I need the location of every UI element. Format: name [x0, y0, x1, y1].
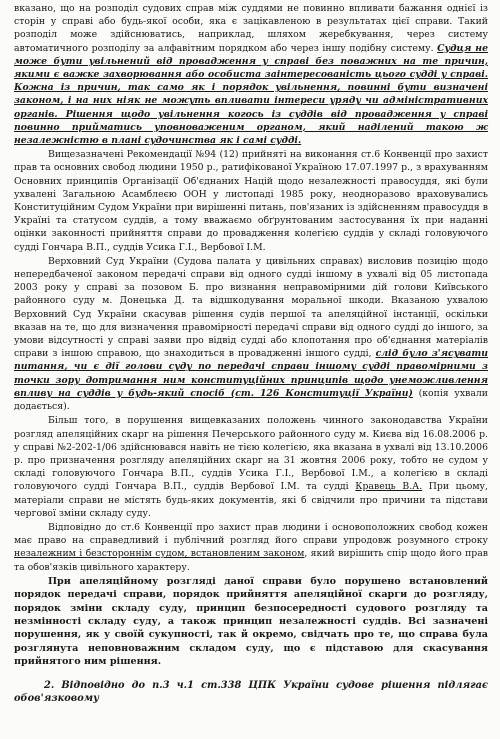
paragraph-distribution-emphasis: Судця не може бути увільнений від провадження у справі без поважних на те причин, якими є важке захворювання або особиста заінтересованість цього судді у справі. Кожна із причин, так само як і порядок увільнення, повинні бути визначені законом, і на них ніяк не можуть впливати інтереси уряду чи адміністративних органів. Рішення щодо увільнення когось із суддів від провадження у справі повинно прийматись уповноваженим органом, який наділений такою ж незалежністю в плані судочинства як і самі судді. [14, 42, 488, 147]
paragraph-supreme-court-text: Верховний Суд України (Судова палата у цивільних справах) висловив позицію щодо непередбаченої законом передачі справи від одного судді іншому в ухвалі від 05 листопада 2003 року у справі за позовом Б. про визнання неправомірними дій голови Київського районного суду м. Донецька Д. та відшкодування моральної шкоди. Вказаною ухвалою Верховний Суд України скасував рішення судів першої та апеляційної інстанції, оскільки вказав на те, що для визначення правомірності передачі справи від одного судді до іншого, за умови відсутності у справі заяви про відвід судді або клопотання про об'єднання матеріалів справи з іншою справою, що знаходиться в провадженні іншого судді, [14, 255, 488, 360]
paragraph-supreme-court-tail: (копія ухвали додається). [14, 387, 488, 413]
paragraph-convention-emphasis: незалежним і безстороннім судом, встановленим законом [14, 548, 305, 560]
paragraph-convention [14, 521, 488, 574]
paragraph-supreme-court [14, 255, 488, 413]
judge-name-underlined: Кравець В.А. [355, 481, 423, 493]
paragraph-distribution-text: вказано, що на розподіл судових справ між суддями не повинно впливати бажання однієї із сторін у справі або будь-якої особи, яка є зацікавленою в результатах цієї справи. Такий розподіл може здійснюватись, наприклад, шляхом жеребкування, через систему автоматичного розподілу за алфавітним порядком або через іншу подібну систему. [14, 3, 488, 54]
paragraph-violations [14, 414, 488, 520]
paragraph-distribution [14, 2, 488, 147]
paragraph-convention-tail: , який вирішить спір щодо його прав та обов'язків цивільного характеру. [14, 548, 488, 573]
paragraph-violations-tail: При цьому, матеріали справи не містять будь-яких документів, які б свідчили про причини та підстави чергової зміни складу суду. [14, 481, 488, 519]
paragraph-supreme-court-emphasis: слід було з'ясувати питання, чи є дії голови суду по передачі справи іншому судді правомірними з точки зору дотримання ним конституційних принципів щодо унеможливлення впливу на суддів у будь-який спосіб (ст. 126 Конституції України) [14, 348, 489, 399]
footer-line: 2. Відповідно до п.3 ч.1 ст.338 ЦПК України судове рішення підлягає обов'язковому [14, 679, 488, 704]
paragraph-convention-text: Відповідно до ст.6 Конвенції про захист прав людини і основоположних свобод кожен має право на справедливий і публічний розгляд його справи упродовж розумного строку [14, 521, 488, 547]
paragraph-violations-text: Більш того, в порушення вищевказаних положень чинного законодавства України розгляд апеляційних скарг на рішення Печерського районного суду м. Києва від 16.08.2006 р. у справі №2-202-1/06 здійснювався навіть не тією колегією, яка вказана в ухвалі від 13.10.2006 р. про призначення розгляду апеляційних скарг на 31 жовтня 2006 року, тобто не судом у складі головуючого Гончара В.П., суддів Усика Г.І., Вербової І.М., а колегією в складі головуючого судді Гончара В.П., суддів Вербової І.М. та судді [14, 415, 488, 493]
paragraph-conclusion: При апеляційному розгляді даної справи було порушено встановлений порядок передачі справи, порядок прийняття апеляційної скарги до розгляду, порядок зміни складу суду, принцип безпосередності судового розгляду та незмінності складу суду, а також принцип незалежності суддів. Всі зазначені порушення, як у своїй сукупності, так й окремо, свідчать про те, що справа була розглянута неповноважним складом суду, що є підставою для скасування прийнятого ним рішення. [14, 575, 488, 668]
paragraph-recommendations: Вищезазначені Рекомендації №94 (12) прийняті на виконання ст.6 Конвенції про захист прав та основних свобод людини 1950 р., ратифікованої Україною 17.07.1997 р., з врахуванням Основних принципів Організації Об'єднаних Націй щодо незалежності правосуддя, які були ухвалені Загальною Асамблеєю ООН у листопаді 1985 року, неодноразово враховувались Конституційним Судом України при вирішенні питань, пов'язаних із здійсненням правосуддя в Україні та статусом суддів, а тому вважаємо обґрунтованим застосування їх при наданні оцінки законності прийняття справи до провадження колегією суддів у складі головуючого судді Гончара В.П., суддів Усика Г.І., Вербової І.М. [14, 149, 488, 253]
